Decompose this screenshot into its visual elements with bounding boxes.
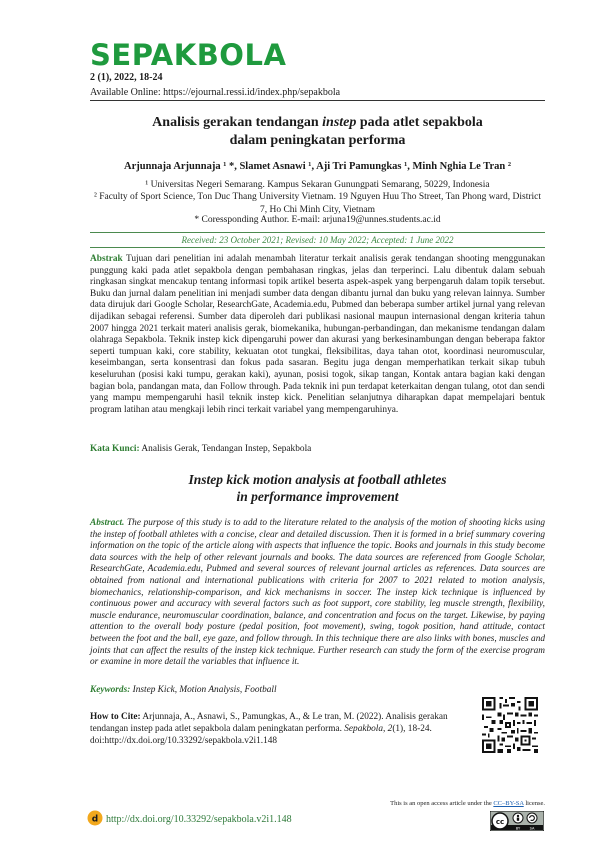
svg-text:d: d [91, 814, 99, 825]
affiliation-2: ² Faculty of Sport Science, Ton Duc Thang University Vietnam. 19 Nguyen Huu Tho Street, Tan Phong ward, District 7, Ho Chi Minh City, Vietnam [93, 192, 542, 215]
journal-logo: SEPAKBOLA [90, 38, 287, 72]
cite-journal: Sepakbola, 2 [344, 724, 393, 734]
availability-line[interactable]: Available Online: https://ejournal.ressi.id/index.php/sepakbola [90, 87, 341, 98]
svg-text:BY: BY [515, 826, 521, 831]
how-to-cite [90, 711, 468, 747]
svg-text:SA: SA [529, 826, 535, 831]
qr-code-icon [482, 697, 538, 753]
license-statement [302, 800, 545, 807]
author-list: Arjunnaja Arjunnaja ¹ *, Slamet Asnawi ¹, Aji Tri Pamungkas ¹, Minh Nghia Le Tran ² [124, 161, 511, 172]
article-title-indonesian [90, 114, 545, 150]
abstract-label-id: Abstrak [90, 254, 123, 264]
title-line-2: dalam peningkatan performa [229, 133, 406, 148]
license-text: This is an open access article under the [390, 800, 494, 807]
issue-info: 2 (1), 2022, 18-24 [90, 72, 163, 83]
title-text-b: pada atlet sepakbola [356, 115, 483, 130]
svg-text:cc: cc [495, 818, 505, 826]
publication-dates: Received: 23 October 2021; Revised: 10 May 2022; Accepted: 1 June 2022 [90, 232, 545, 248]
license-link[interactable]: CC–BY-SA [493, 800, 524, 807]
keywords-body-id: Analisis Gerak, Tendangan Instep, Sepakbola [139, 444, 312, 454]
cite-tail[interactable]: (1), 18-24. doi:http://dx.doi.org/10.33292/sepakbola.v2i1.148 [90, 724, 432, 746]
abstract-body-en: The purpose of this study is to add to the literature related to the analysis of the motion of shooting kicks using the instep of football athletes with a concise, clear and detailed discussion. Then it is formed in a brief summary covering information on the topic of the article along with aspects that influence the topic. Books and journals in this study become data sources with the help of other relevant journals and books. The data sources are referenced from Google Scholar, ResearchGate, Academia.edu, Pubmed and several sources of relevant journal articles as references. Data sources are obtained from national and international publications with criteria for 2007 to 2021 related to motion analysis, biomechanics, relationship-comparison, and kick mechanisms in soccer. The instep kick technique is influenced by continuous power and accuracy with several factors such as foot support, core stability, leg muscle strength, flexibility, muscle endurance, neuromuscular coordination, balance, and concentration and focus on the target. Likewise, by paying attention to the overall body posture (pedal position, foot movement), swing, togok position, hand attitude, contact between the foot and the ball, eye gaze, and follow through. In this technique there are also links with bones, muscles and joints that can affect the results of the instep kick technique. Further research can study the form of the exercise program or examine in more detail the variables that influence it. [90, 518, 545, 668]
keywords-body-en: Instep Kick, Motion Analysis, Football [130, 685, 277, 695]
corresponding-author: * Coressponding Author. E-mail: arjuna19@unnes.students.ac.id [194, 215, 441, 225]
keywords-english [90, 685, 545, 695]
cite-label: How to Cite: [90, 712, 141, 722]
article-title-english [90, 471, 545, 505]
license-end: license. [523, 800, 545, 807]
title-text-a: Analisis gerakan tendangan [152, 115, 323, 130]
title-en-line-2: in performance improvement [236, 489, 399, 504]
abstract-body-id: Tujuan dari penelitian ini adalah menambah literatur terkait analisis gerak tendangan shooting menggunakan punggung kaki pada atlet sepakbola dengan pembahasan ringkas, jelas dan terperinci. Lalu dibentuk dalam sebuah ringkasan singkat mencakup tentang informasi topik artikel beserta aspek-aspek yang berpengaruh dalam topik tersebut. Buku dan jurnal dalam penelitian ini menjadi sumber data dengan dibantu jurnal dan buku yang relevan lainnya. Sumber data dirujuk dari Google Scholar, ResearchGate, Academia.edu, Pubmed dan beberapa sumber artikel jurnal yang relevan dijadikan sebagai referensi. Sumber data diperoleh dari publikasi nasional maupun internasional dengan kriteria tahun 2007 hingga 2021 terkait materi analisis gerak, biomekanika, hubungan-perbandingan, dan mekanisme tendangan dalam olahraga Sepakbola. Teknik instep kick dipengaruhi power dan akurasi yang berkesinambungan dengan beberapa faktor seperti tumpuan kaki, core stability, kekuatan otot tungkai, fleksibilitas, daya tahan otot, koordinasi neuromuscular, keseimbangan, serta konsentrasi dan fokus pada sasaran. Begitu juga dengan memperhatikan terkait sikap tubuh keseluruhan (posisi kaki tumpu, gerakan kaki), ayunan, posisi togok, sikap tangan, Kontak antara bagian kaki dengan bagian bola, pandangan mata, dan Follow through. Pada teknik ini pun terdapat keterkaitan dengan tulang, otot dan sendi yang mampu mempengaruhi hasil teknik instep kick. Penelitian selanjutnya diharapkan dapat mempelajari bentuk program latihan atau mengkaji lebih rinci terkait variabel yang mempengaruhinya. [90, 254, 545, 415]
keywords-label-en: Keywords: [90, 685, 131, 695]
title-en-line-1: Instep kick motion analysis at football athletes [188, 472, 447, 487]
abstract-label-en: Abstract. [90, 518, 125, 528]
title-italic-word: instep [322, 115, 357, 130]
title-line-1 [90, 114, 545, 132]
doi-link[interactable]: http://dx.doi.org/10.33292/sepakbola.v2i1.148 [106, 814, 292, 825]
keywords-indonesian [90, 444, 545, 454]
keywords-label-id: Kata Kunci: [90, 444, 140, 454]
cite-body: Arjunnaja, A., Asnawi, S., Pamungkas, A., & Le tran, M. (2022). Analisis gerakan tendangan instep pada atlet sepakbola dalam peningkatan performa. [90, 712, 448, 734]
affiliation-1: ¹ Universitas Negeri Semarang. Kampus Sekaran Gunungpati Semarang, 50229, Indonesia [145, 180, 490, 190]
abstract-english [90, 518, 545, 669]
doi-icon [87, 810, 103, 826]
abstract-indonesian [90, 254, 545, 416]
header-divider [90, 100, 545, 101]
cc-by-sa-icon [490, 811, 544, 831]
